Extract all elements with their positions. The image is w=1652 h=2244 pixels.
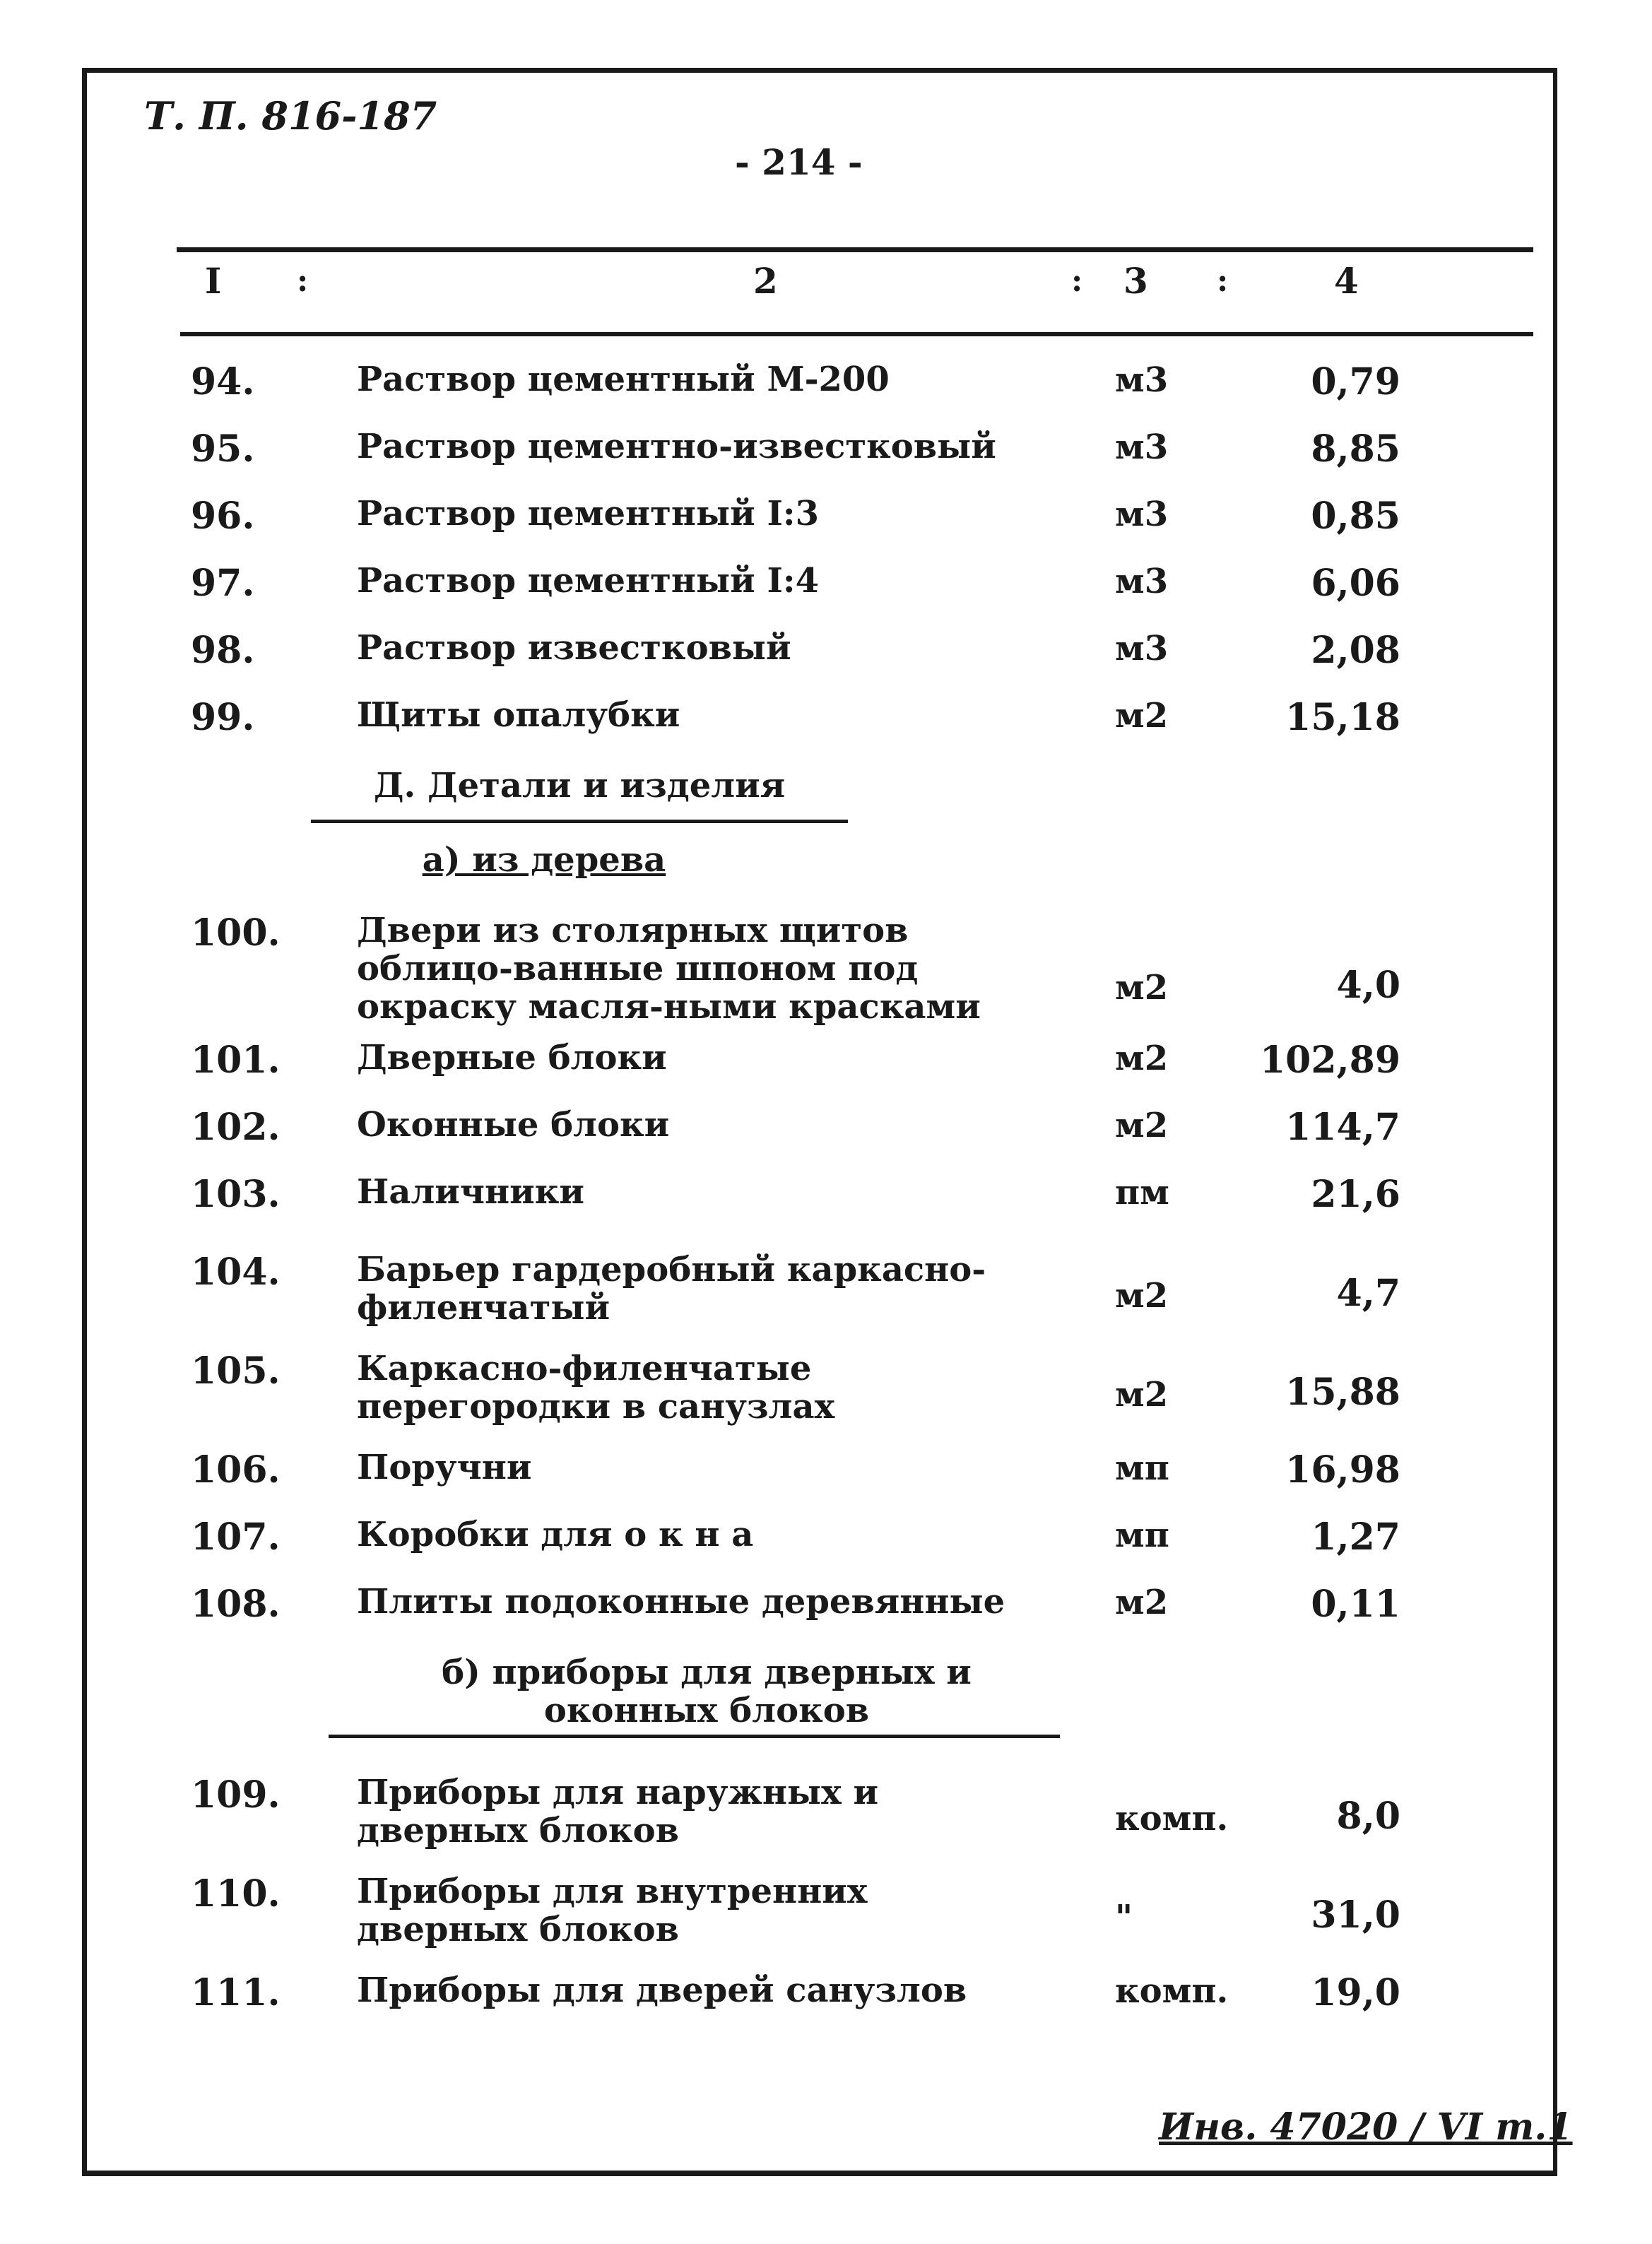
header-col-4: 4 xyxy=(1334,260,1359,302)
row-name: Щиты опалубки xyxy=(357,695,680,735)
header-col-3: 3 xyxy=(1123,260,1148,302)
row-number: 104. xyxy=(191,1251,281,1294)
row-quantity: 21,6 xyxy=(1311,1173,1400,1216)
row-quantity: 0,85 xyxy=(1311,495,1400,538)
subsection-heading: б) приборы для дверных и оконных блоков xyxy=(442,1653,972,1730)
row-name: Раствор цементно-известковый xyxy=(357,427,996,466)
row-quantity: 2,08 xyxy=(1311,629,1400,672)
row-number: 97. xyxy=(191,562,255,605)
row-quantity: 6,06 xyxy=(1311,562,1400,605)
row-quantity: 15,88 xyxy=(1285,1371,1400,1414)
row-unit: комп. xyxy=(1115,1799,1229,1838)
row-quantity: 1,27 xyxy=(1311,1516,1400,1559)
row-name: Дверные блоки xyxy=(357,1038,667,1077)
row-quantity: 8,85 xyxy=(1311,427,1400,471)
row-unit: мп xyxy=(1115,1516,1169,1555)
row-unit: м2 xyxy=(1115,1106,1169,1145)
row-unit: мп xyxy=(1115,1448,1169,1488)
row-name: Приборы для дверей санузлов xyxy=(357,1971,967,2010)
row-unit: м2 xyxy=(1115,1583,1169,1622)
row-name: Коробки для о к н а xyxy=(357,1515,754,1554)
row-number: 105. xyxy=(191,1350,281,1393)
row-unit: пм xyxy=(1115,1173,1169,1212)
row-quantity: 102,89 xyxy=(1259,1039,1400,1082)
row-name: Оконные блоки xyxy=(357,1105,670,1145)
row-name: Каркасно-филенчатые перегородки в санузлах xyxy=(357,1349,835,1427)
header-separator: : xyxy=(1217,263,1229,299)
row-unit: м3 xyxy=(1115,495,1169,534)
row-unit: м3 xyxy=(1115,427,1169,467)
row-number: 95. xyxy=(191,427,255,471)
row-number: 100. xyxy=(191,911,281,955)
row-quantity: 16,98 xyxy=(1285,1448,1400,1492)
row-number: 103. xyxy=(191,1173,281,1216)
row-number: 106. xyxy=(191,1448,281,1492)
row-name: Поручни xyxy=(357,1448,532,1487)
document-code: Т. П. 816-187 xyxy=(144,93,437,138)
subsection-heading: а) из дерева xyxy=(422,840,666,880)
section-heading: Д. Детали и изделия xyxy=(373,766,786,805)
row-number: 94. xyxy=(191,360,255,403)
row-unit: м2 xyxy=(1115,968,1169,1008)
row-quantity: 4,0 xyxy=(1336,964,1400,1007)
row-quantity: 0,79 xyxy=(1311,360,1400,403)
row-number: 96. xyxy=(191,495,255,538)
row-name: Раствор цементный I:4 xyxy=(357,561,820,601)
row-number: 111. xyxy=(191,1971,281,2014)
section-underline xyxy=(329,1735,1060,1738)
row-name: Двери из столярных щитов облицо-ванные шпоном под окраску масля-ными красками xyxy=(357,911,981,1027)
row-number: 99. xyxy=(191,696,255,739)
header-col-2: 2 xyxy=(753,260,778,302)
row-quantity: 8,0 xyxy=(1336,1795,1400,1838)
row-unit: м3 xyxy=(1115,629,1169,668)
row-number: 101. xyxy=(191,1039,281,1082)
row-quantity: 31,0 xyxy=(1311,1894,1400,1937)
row-unit: " xyxy=(1115,1898,1133,1937)
header-top-rule xyxy=(177,247,1533,252)
header-separator: : xyxy=(1071,263,1083,299)
row-number: 108. xyxy=(191,1583,281,1626)
row-unit: м3 xyxy=(1115,360,1169,400)
row-quantity: 19,0 xyxy=(1311,1971,1400,2014)
page-number: - 214 - xyxy=(735,141,863,183)
row-number: 110. xyxy=(191,1872,281,1915)
row-unit: м2 xyxy=(1115,1039,1169,1078)
row-name: Плиты подоконные деревянные xyxy=(357,1582,1005,1622)
row-name: Раствор цементный М-200 xyxy=(357,360,890,399)
row-unit: м3 xyxy=(1115,562,1169,601)
row-number: 102. xyxy=(191,1106,281,1149)
row-number: 107. xyxy=(191,1516,281,1559)
row-unit: м2 xyxy=(1115,1375,1169,1415)
row-unit: комп. xyxy=(1115,1971,1229,2011)
section-underline xyxy=(311,820,848,823)
row-name: Раствор цементный I:3 xyxy=(357,494,820,533)
header-col-1: I xyxy=(205,260,222,302)
row-quantity: 15,18 xyxy=(1285,696,1400,739)
row-quantity: 4,7 xyxy=(1336,1272,1400,1315)
row-unit: м2 xyxy=(1115,1276,1169,1316)
row-quantity: 0,11 xyxy=(1311,1583,1400,1626)
row-name: Приборы для наружных и дверных блоков xyxy=(357,1773,879,1850)
row-name: Раствор известковый xyxy=(357,628,791,668)
row-unit: м2 xyxy=(1115,696,1169,736)
row-name: Барьер гардеробный каркасно-филенчатый xyxy=(357,1250,986,1328)
row-quantity: 114,7 xyxy=(1285,1106,1400,1149)
row-number: 98. xyxy=(191,629,255,672)
row-name: Приборы для внутренних дверных блоков xyxy=(357,1872,868,1949)
inventory-stamp: Инв. 47020 / VI т.1 xyxy=(1159,2106,1573,2149)
row-number: 109. xyxy=(191,1773,281,1817)
row-name: Наличники xyxy=(357,1172,585,1212)
header-separator: : xyxy=(297,263,309,299)
header-bottom-rule xyxy=(180,332,1533,336)
